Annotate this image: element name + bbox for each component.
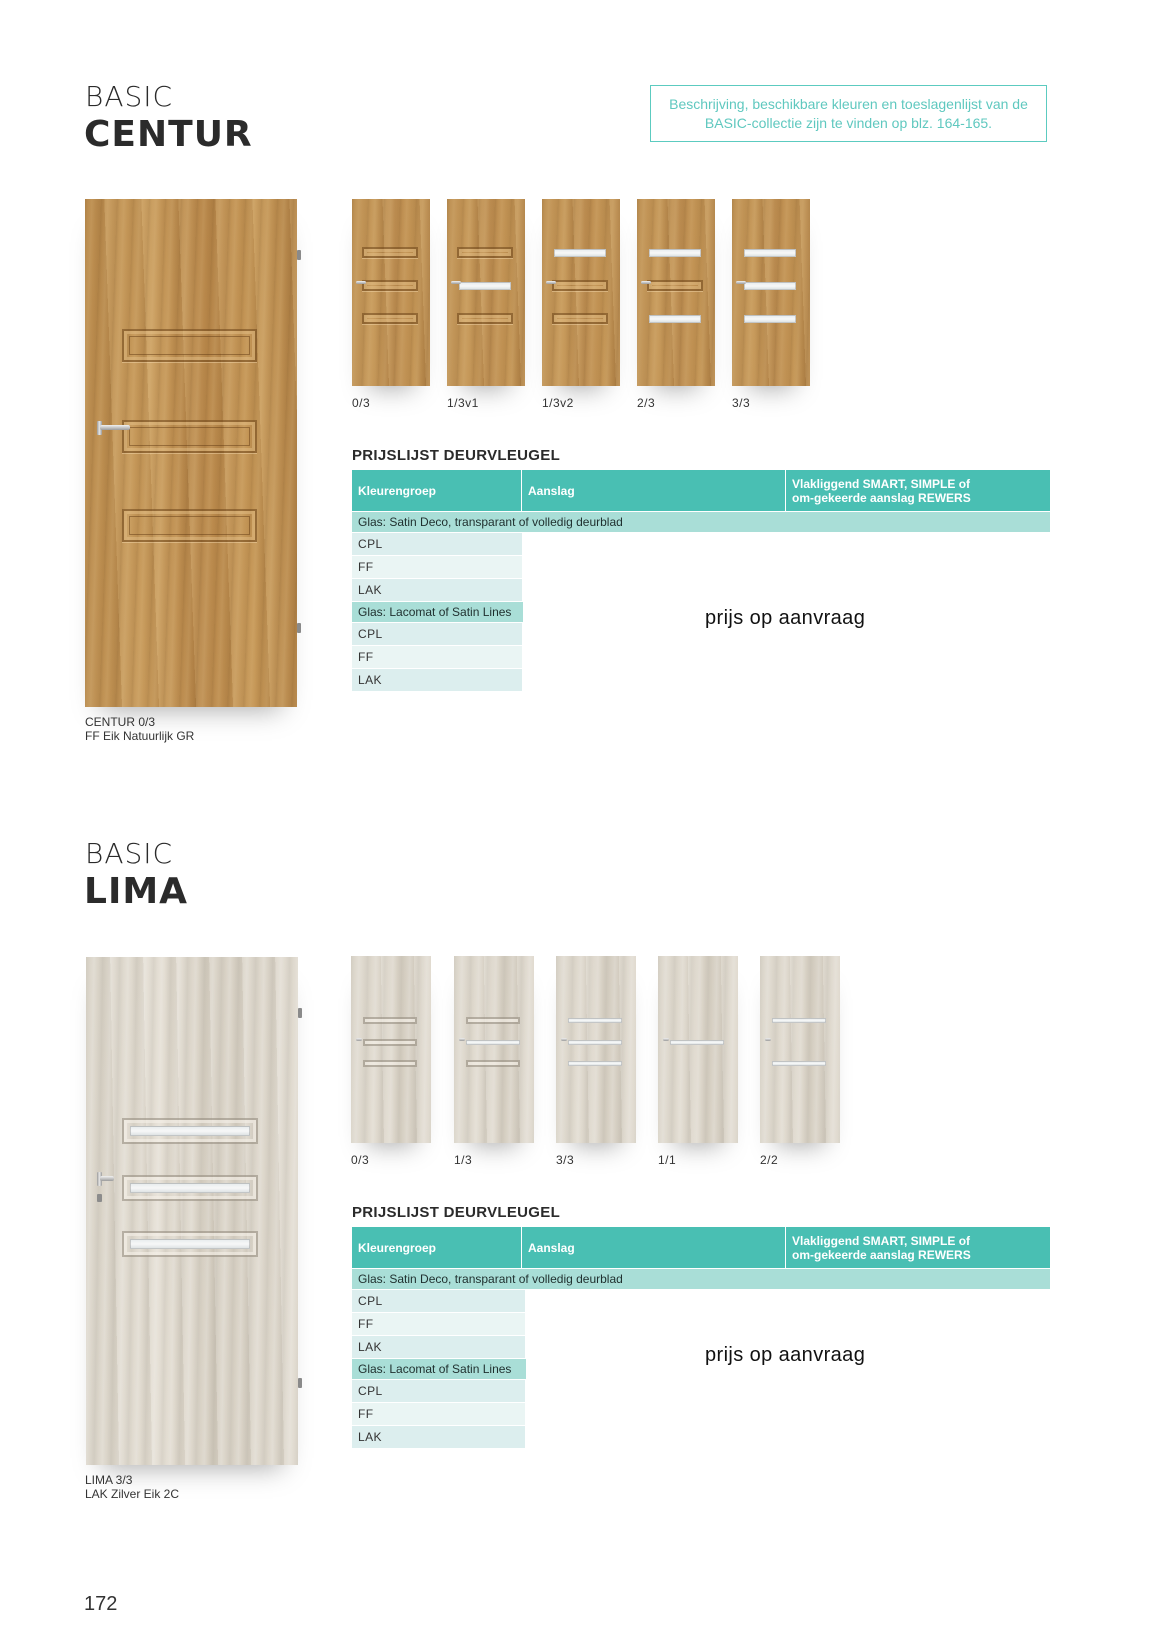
model-title: CENTUR <box>84 114 253 155</box>
variant-label: 2/2 <box>760 1153 779 1167</box>
table-row-ff: FF <box>352 1403 525 1425</box>
page-number: 172 <box>84 1593 118 1615</box>
price-list-title: PRIJSLIJST DEURVLEUGEL <box>352 447 561 464</box>
header-kleurengroep: Kleurengroep <box>352 470 522 511</box>
variant-thumb-3-3 <box>556 956 636 1143</box>
table-row-cpl: CPL <box>352 1380 525 1402</box>
header-aanslag: Aanslag <box>522 470 786 511</box>
variant-label: 1/3 <box>454 1153 473 1167</box>
variant-thumb-0-3 <box>352 199 430 386</box>
table-row-cpl: CPL <box>352 623 522 645</box>
collection-note: Beschrijving, beschikbare kleuren en toeslagenlijst van de BASIC-collectie zijn te vinden op blz. 164-165. <box>650 85 1047 142</box>
variant-thumb-0-3 <box>351 956 431 1143</box>
variant-label: 1/3v1 <box>447 396 479 410</box>
door-caption-model: CENTUR 0/3 <box>85 715 156 729</box>
variant-thumb-2-3 <box>637 199 715 386</box>
door-image-centur <box>85 199 297 707</box>
group-row-lacomat: Glas: Lacomat of Satin Lines <box>352 602 523 622</box>
model-title: LIMA <box>84 871 189 912</box>
variant-thumb-3-3 <box>732 199 810 386</box>
header-aanslag: Aanslag <box>522 1227 786 1268</box>
price-list-title: PRIJSLIJST DEURVLEUGEL <box>352 1204 561 1221</box>
group-row-satin-deco: Glas: Satin Deco, transparant of volledig deurblad <box>352 1269 1050 1289</box>
table-row-ff: FF <box>352 646 522 668</box>
series-title: BASIC <box>85 837 174 870</box>
variant-thumb-1-3v2 <box>542 199 620 386</box>
price-on-request: prijs op aanvraag <box>705 607 866 629</box>
door-caption-finish: LAK Zilver Eik 2C <box>85 1487 180 1501</box>
table-row-lak: LAK <box>352 1426 525 1448</box>
table-row-cpl: CPL <box>352 533 522 555</box>
door-caption-model: LIMA 3/3 <box>85 1473 133 1487</box>
price-table-header <box>352 470 1050 511</box>
table-row-cpl: CPL <box>352 1290 525 1312</box>
price-table-header <box>352 1227 1050 1268</box>
variant-label: 0/3 <box>352 396 371 410</box>
variant-thumb-1-3 <box>454 956 534 1143</box>
header-vlakliggend: Vlakliggend SMART, SIMPLE of om-gekeerde aanslag REWERS <box>792 476 971 505</box>
table-row-lak: LAK <box>352 579 522 601</box>
variant-label: 2/3 <box>637 396 656 410</box>
table-row-ff: FF <box>352 1313 525 1335</box>
variant-thumb-1-3v1 <box>447 199 525 386</box>
door-image-lima <box>86 957 298 1465</box>
group-row-satin-deco: Glas: Satin Deco, transparant of volledig deurblad <box>352 512 1050 532</box>
table-row-ff: FF <box>352 556 522 578</box>
door-caption-finish: FF Eik Natuurlijk GR <box>85 729 195 743</box>
variant-thumb-1-1 <box>658 956 738 1143</box>
variant-label: 3/3 <box>732 396 751 410</box>
table-row-lak: LAK <box>352 1336 525 1358</box>
variant-label: 3/3 <box>556 1153 575 1167</box>
header-kleurengroep: Kleurengroep <box>352 1227 522 1268</box>
table-row-lak: LAK <box>352 669 522 691</box>
variant-thumb-2-2 <box>760 956 840 1143</box>
series-title: BASIC <box>85 80 174 113</box>
group-row-lacomat: Glas: Lacomat of Satin Lines <box>352 1359 526 1379</box>
variant-label: 0/3 <box>351 1153 370 1167</box>
price-on-request: prijs op aanvraag <box>705 1344 866 1366</box>
header-vlakliggend: Vlakliggend SMART, SIMPLE of om-gekeerde aanslag REWERS <box>792 1233 971 1262</box>
variant-label: 1/3v2 <box>542 396 574 410</box>
variant-label: 1/1 <box>658 1153 677 1167</box>
